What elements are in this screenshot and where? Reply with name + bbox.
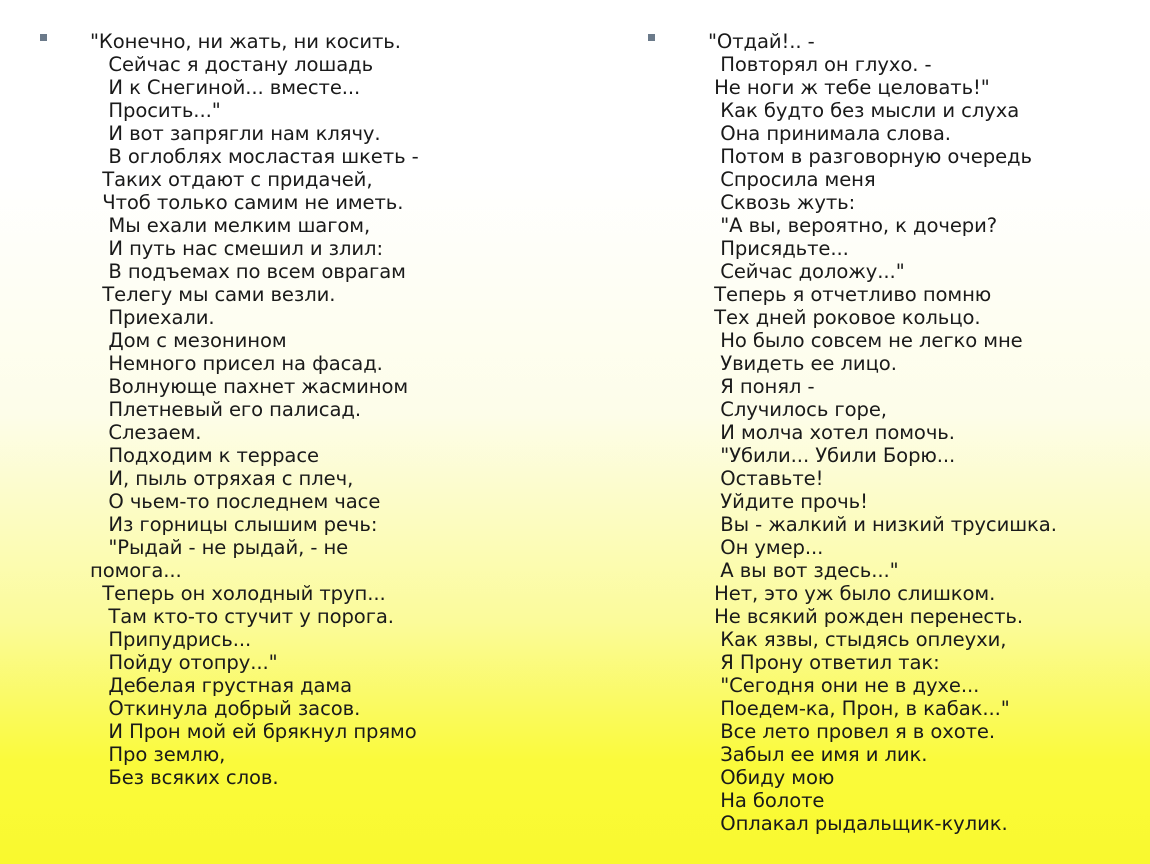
poem-line: Мы ехали мелким шагом, xyxy=(90,214,371,237)
poem-line: Не ноги ж тебе целовать!" xyxy=(708,76,990,99)
poem-line: Плетневый его палисад. xyxy=(90,398,361,421)
poem-line: Волнующе пахнет жасмином xyxy=(90,375,409,398)
poem-line: И, пыль отряхая с плеч, xyxy=(90,467,354,490)
poem-line: Спросила меня xyxy=(708,168,876,191)
poem-line: И путь нас смешил и злил: xyxy=(90,237,383,260)
bullet-square-icon xyxy=(40,34,47,41)
poem-line: И к Снегиной... вместе... xyxy=(90,76,361,99)
left-poem-text xyxy=(90,30,419,789)
poem-line: Вы - жалкий и низкий трусишка. xyxy=(708,513,1057,536)
poem-line: Нет, это уж было слишком. xyxy=(708,582,996,605)
poem-line: Откинула добрый засов. xyxy=(90,697,361,720)
poem-line: Не всякий рожден перенесть. xyxy=(708,605,1023,628)
poem-line: Чтоб только самим не иметь. xyxy=(90,191,404,214)
poem-line: В подъемах по всем оврагам xyxy=(90,260,406,283)
poem-line: Дебелая грустная дама xyxy=(90,674,353,697)
poem-line: Теперь я отчетливо помню xyxy=(708,283,992,306)
poem-line: Все лето провел я в охоте. xyxy=(708,720,996,743)
poem-line: Оставьте! xyxy=(708,467,824,490)
poem-line: "Конечно, ни жать, ни косить. xyxy=(90,30,401,53)
poem-line: "А вы, вероятно, к дочери? xyxy=(708,214,998,237)
poem-line: "Рыдай - не рыдай, - не xyxy=(90,536,349,559)
poem-line: Слезаем. xyxy=(90,421,202,444)
poem-line: Телегу мы сами везли. xyxy=(90,283,336,306)
poem-line: Сейчас доложу..." xyxy=(708,260,905,283)
poem-line: И вот запрягли нам клячу. xyxy=(90,122,381,145)
poem-line: О чьем-то последнем часе xyxy=(90,490,381,513)
poem-line: Из горницы слышим речь: xyxy=(90,513,378,536)
poem-line: помога... xyxy=(90,559,182,582)
poem-line: Дом с мезонином xyxy=(90,329,287,352)
poem-line: И молча хотел помочь. xyxy=(708,421,955,444)
poem-line: Сейчас я достану лошадь xyxy=(90,53,374,76)
poem-line: В оглоблях мосластая шкеть - xyxy=(90,145,419,168)
poem-line: Как будто без мысли и слуха xyxy=(708,99,1020,122)
poem-line: Увидеть ее лицо. xyxy=(708,352,897,375)
bullet-square-icon xyxy=(648,34,655,41)
poem-line: Припудрись... xyxy=(90,628,252,651)
right-poem-text xyxy=(708,30,1057,835)
poem-line: Уйдите прочь! xyxy=(708,490,868,513)
poem-line: А вы вот здесь..." xyxy=(708,559,899,582)
poem-line: Забыл ее имя и лик. xyxy=(708,743,928,766)
poem-line: Повторял он глухо. - xyxy=(708,53,932,76)
poem-line: "Сегодня они не в духе... xyxy=(708,674,980,697)
poem-line: Сквозь жуть: xyxy=(708,191,856,214)
poem-line: Поедем-ка, Прон, в кабак..." xyxy=(708,697,1010,720)
poem-line: Обиду мою xyxy=(708,766,835,789)
poem-line: Но было совсем не легко мне xyxy=(708,329,1023,352)
poem-line: Немного присел на фасад. xyxy=(90,352,383,375)
poem-line: "Убили... Убили Борю... xyxy=(708,444,956,467)
poem-line: На болоте xyxy=(708,789,825,812)
poem-line: Приехали. xyxy=(90,306,215,329)
poem-line: Потом в разговорную очередь xyxy=(708,145,1032,168)
poem-line: Без всяких слов. xyxy=(90,766,279,789)
poem-line: Теперь он холодный труп... xyxy=(90,582,386,605)
poem-line: Как язвы, стыдясь оплеухи, xyxy=(708,628,1007,651)
poem-line: Случилось горе, xyxy=(708,398,887,421)
poem-line: Присядьте... xyxy=(708,237,849,260)
poem-line: Подходим к террасе xyxy=(90,444,319,467)
poem-line: Оплакал рыдальщик-кулик. xyxy=(708,812,1008,835)
poem-line: Я Прону ответил так: xyxy=(708,651,940,674)
poem-line: Он умер... xyxy=(708,536,824,559)
poem-line: Я понял - xyxy=(708,375,815,398)
poem-line: Она принимала слова. xyxy=(708,122,951,145)
poem-line: Таких отдают с придачей, xyxy=(90,168,373,191)
poem-line: Про землю, xyxy=(90,743,226,766)
poem-line: "Отдай!.. - xyxy=(708,30,815,53)
poem-line: Пойду отопру..." xyxy=(90,651,278,674)
poem-line: Там кто-то стучит у порога. xyxy=(90,605,394,628)
poem-line: Просить..." xyxy=(90,99,221,122)
poem-line: И Прон мой ей брякнул прямо xyxy=(90,720,417,743)
poem-line: Тех дней роковое кольцо. xyxy=(708,306,981,329)
